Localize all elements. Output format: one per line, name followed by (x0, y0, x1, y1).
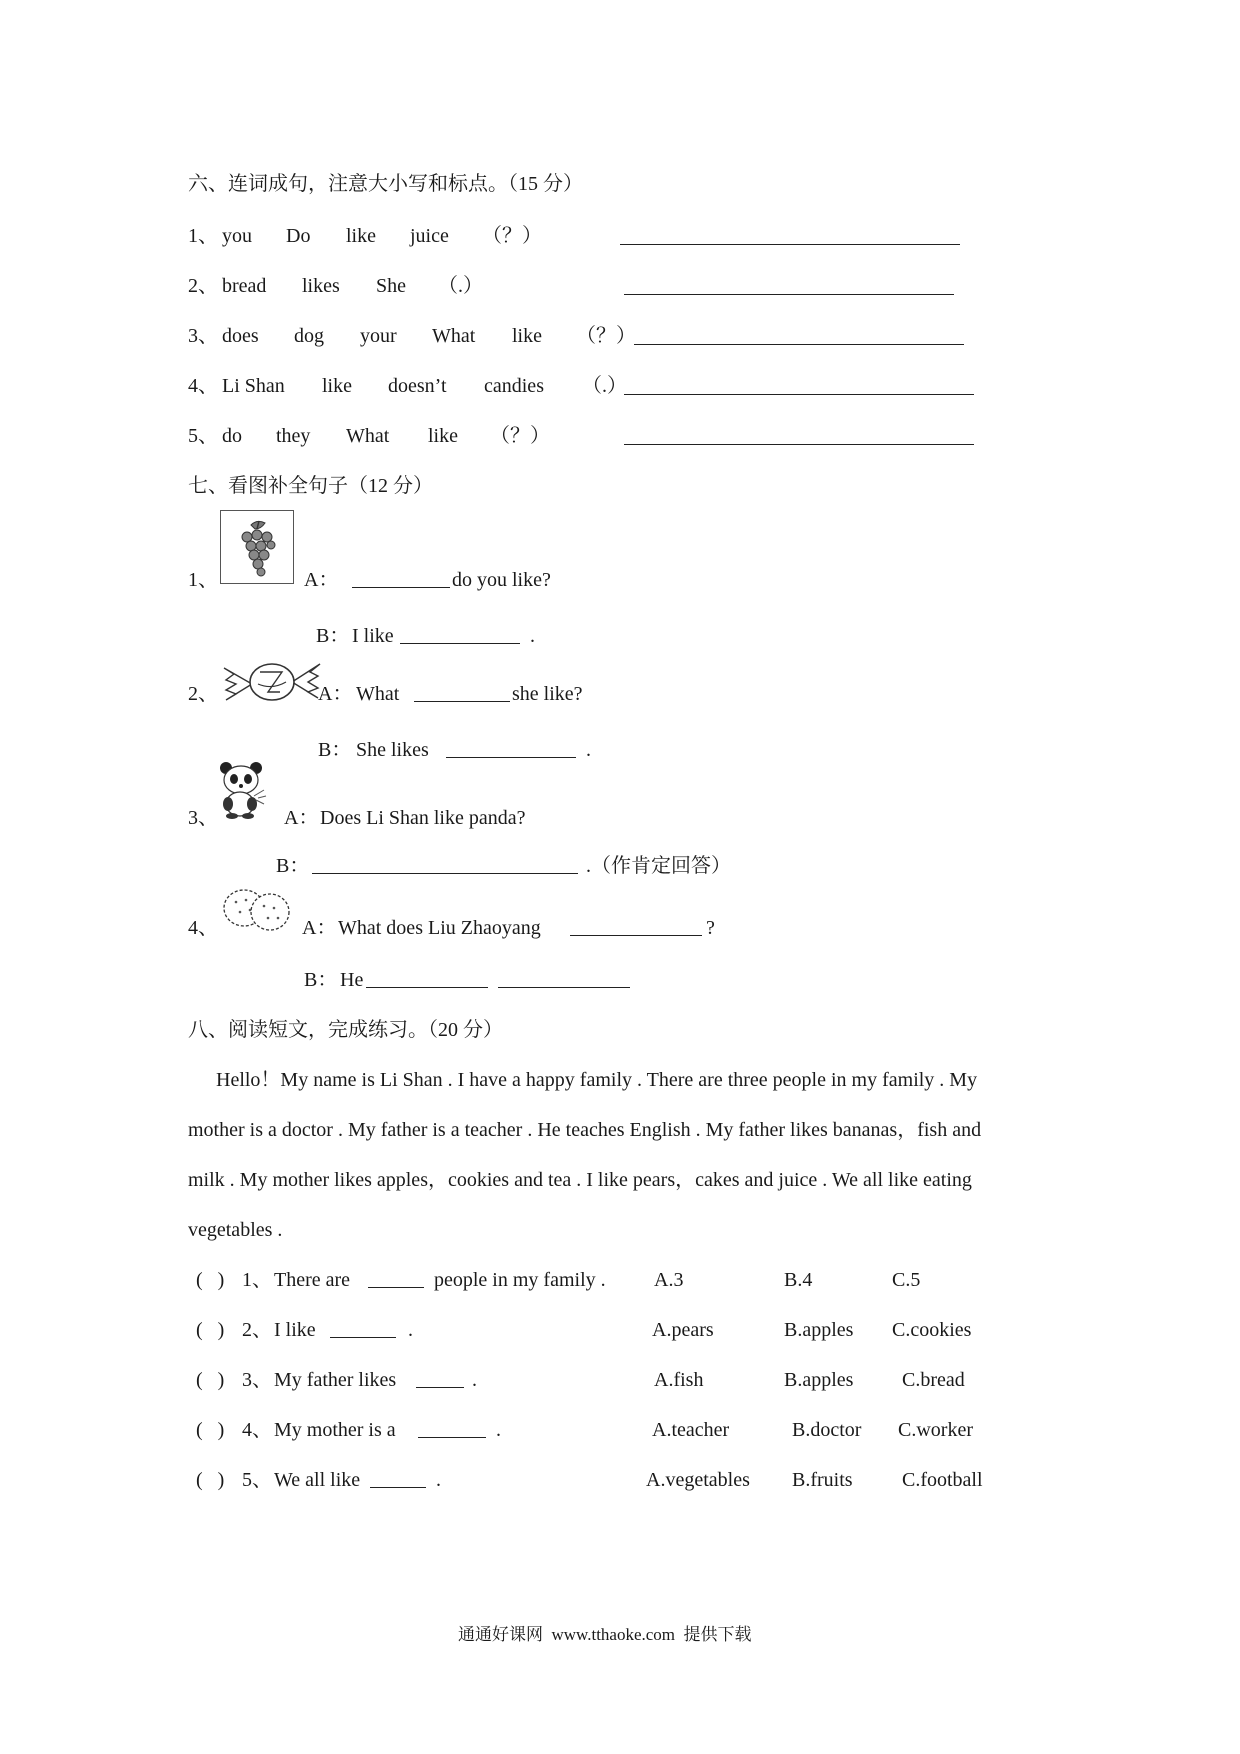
s7-q1-num: 1、 (188, 569, 218, 591)
s6-item1-word: like (346, 225, 376, 247)
s7-q1-b-blank[interactable] (400, 643, 520, 644)
s6-item2-punct: （.） (438, 275, 483, 297)
cookies-icon (220, 886, 292, 934)
panda-icon (216, 760, 268, 820)
s7-q4-b-label: B： (304, 969, 338, 991)
question-blank (416, 1387, 464, 1388)
question-blank (368, 1287, 424, 1288)
option-b: B.apples (784, 1319, 854, 1341)
s6-item5-word: they (276, 425, 311, 447)
question-pre: I like (274, 1319, 316, 1341)
question-pre: We all like (274, 1469, 361, 1491)
s7-q1-a-blank[interactable] (352, 587, 450, 588)
s7-q2-b-blank[interactable] (446, 757, 576, 758)
s7-q4-a-label: A： (302, 917, 337, 939)
s6-item3-word: dog (294, 325, 324, 347)
s6-item2-answer-blank[interactable] (624, 294, 954, 295)
answer-paren[interactable]: ( ) (196, 1319, 225, 1341)
s7-q4-a-end: ? (706, 917, 715, 939)
answer-paren[interactable]: ( ) (196, 1369, 225, 1391)
s6-item5-punct: （？） (490, 425, 550, 447)
s6-item4-answer-blank[interactable] (624, 394, 974, 395)
s6-item5-word: What (346, 425, 390, 447)
s6-item5-word: like (428, 425, 458, 447)
s7-q1-a-label: A： (304, 569, 339, 591)
option-b: B.fruits (792, 1469, 853, 1491)
s6-item1-answer-blank[interactable] (620, 244, 960, 245)
s6-item1-num: 1、 (188, 225, 218, 247)
s7-q1-b-label: B： (316, 625, 350, 647)
s6-item2-word: She (376, 275, 406, 297)
s7-q3-b-end: .（作肯定回答） (586, 855, 731, 877)
s6-item2-word: bread (222, 275, 267, 297)
option-a: A.teacher (652, 1419, 730, 1441)
question-pre: There are (274, 1269, 351, 1291)
s7-q4-num: 4、 (188, 917, 218, 939)
question-num: 1、 (242, 1269, 272, 1291)
s6-item1-word: you (222, 225, 252, 247)
s6-item1-word: juice (410, 225, 449, 247)
answer-paren[interactable]: ( ) (196, 1419, 225, 1441)
s7-q4-a-blank[interactable] (570, 935, 702, 936)
question-pre: My father likes (274, 1369, 397, 1391)
question-pre: My mother is a (274, 1419, 396, 1441)
s7-q2-a-pre: What (356, 683, 400, 705)
s7-q2-a-post: she like? (512, 683, 583, 705)
passage-line: milk . My mother likes apples，cookies and tea . I like pears，cakes and juice . We all like eating (188, 1169, 972, 1191)
question-num: 3、 (242, 1369, 272, 1391)
s7-q1-b-text: I like (352, 625, 394, 647)
s6-item3-num: 3、 (188, 325, 218, 347)
s7-q2-b-text: She likes (356, 739, 429, 761)
question-post: people in my family . (434, 1269, 606, 1291)
option-a: A.3 (654, 1269, 684, 1291)
s6-item2-word: likes (302, 275, 340, 297)
s6-item5-num: 5、 (188, 425, 218, 447)
s7-q2-a-blank[interactable] (414, 701, 510, 702)
s7-q4-b-text: He (340, 969, 364, 991)
option-c: C.5 (892, 1269, 921, 1291)
answer-paren[interactable]: ( ) (196, 1469, 225, 1491)
question-num: 2、 (242, 1319, 272, 1341)
s7-q3-a-text: Does Li Shan like panda? (320, 807, 526, 829)
option-c: C.bread (902, 1369, 965, 1391)
s7-q2-a-label: A： (318, 683, 353, 705)
s6-item4-word: like (322, 375, 352, 397)
option-a: A.vegetables (646, 1469, 750, 1491)
question-blank (418, 1437, 486, 1438)
s7-q4-b-blank1[interactable] (366, 987, 488, 988)
option-b: B.4 (784, 1269, 813, 1291)
passage-line: mother is a doctor . My father is a teacher . He teaches English . My father likes bananas，fish and (188, 1119, 982, 1141)
s6-item3-answer-blank[interactable] (634, 344, 964, 345)
option-a: A.fish (654, 1369, 704, 1391)
s6-item5-answer-blank[interactable] (624, 444, 974, 445)
option-c: C.worker (898, 1419, 973, 1441)
section6-heading: 六、连词成句，注意大小写和标点。（15 分） (188, 173, 583, 195)
footer-text: 通通好课网 www.tthaoke.com 提供下载 (458, 1625, 752, 1644)
section7-heading: 七、看图补全句子（12 分） (188, 475, 433, 497)
s7-q4-a-pre: What does Liu Zhaoyang (338, 917, 541, 939)
question-num: 5、 (242, 1469, 272, 1491)
s7-q3-b-blank[interactable] (312, 873, 578, 874)
option-b: B.doctor (792, 1419, 862, 1441)
option-b: B.apples (784, 1369, 854, 1391)
question-post: . (408, 1319, 413, 1341)
s7-q3-a-label: A： (284, 807, 319, 829)
s6-item3-word: What (432, 325, 476, 347)
question-post: . (496, 1419, 501, 1441)
section8-heading: 八、阅读短文，完成练习。（20 分） (188, 1019, 503, 1041)
passage-line: Hello！My name is Li Shan . I have a happy family . There are three people in my family . My (216, 1069, 978, 1091)
s6-item4-word: Li Shan (222, 375, 285, 397)
s6-item3-word: your (360, 325, 397, 347)
question-post: . (472, 1369, 477, 1391)
s7-q2-num: 2、 (188, 683, 218, 705)
s6-item4-num: 4、 (188, 375, 218, 397)
s7-q3-num: 3、 (188, 807, 218, 829)
s6-item4-word: candies (484, 375, 544, 397)
s7-q1-b-end: . (530, 625, 535, 647)
question-blank (330, 1337, 396, 1338)
s7-q2-b-end: . (586, 739, 591, 761)
option-c: C.football (902, 1469, 983, 1491)
s6-item1-word: Do (286, 225, 311, 247)
s7-q4-b-blank2[interactable] (498, 987, 630, 988)
answer-paren[interactable]: ( ) (196, 1269, 225, 1291)
s6-item4-word: doesn’t (388, 375, 447, 397)
s6-item2-num: 2、 (188, 275, 218, 297)
s6-item4-punct: （.） (582, 375, 627, 397)
s6-item5-word: do (222, 425, 242, 447)
question-post: . (436, 1469, 441, 1491)
s7-q2-b-label: B： (318, 739, 352, 761)
question-blank (370, 1487, 426, 1488)
question-num: 4、 (242, 1419, 272, 1441)
option-a: A.pears (652, 1319, 714, 1341)
s7-q1-a-text: do you like? (452, 569, 551, 591)
s6-item1-punct: （？） (482, 225, 542, 247)
s7-q3-b-label: B： (276, 855, 310, 877)
s6-item3-word: like (512, 325, 542, 347)
option-c: C.cookies (892, 1319, 972, 1341)
s6-item3-word: does (222, 325, 259, 347)
grapes-icon (220, 510, 294, 584)
candy-icon (222, 660, 322, 704)
s6-item3-punct: （？） (576, 325, 636, 347)
passage-line: vegetables . (188, 1219, 283, 1241)
